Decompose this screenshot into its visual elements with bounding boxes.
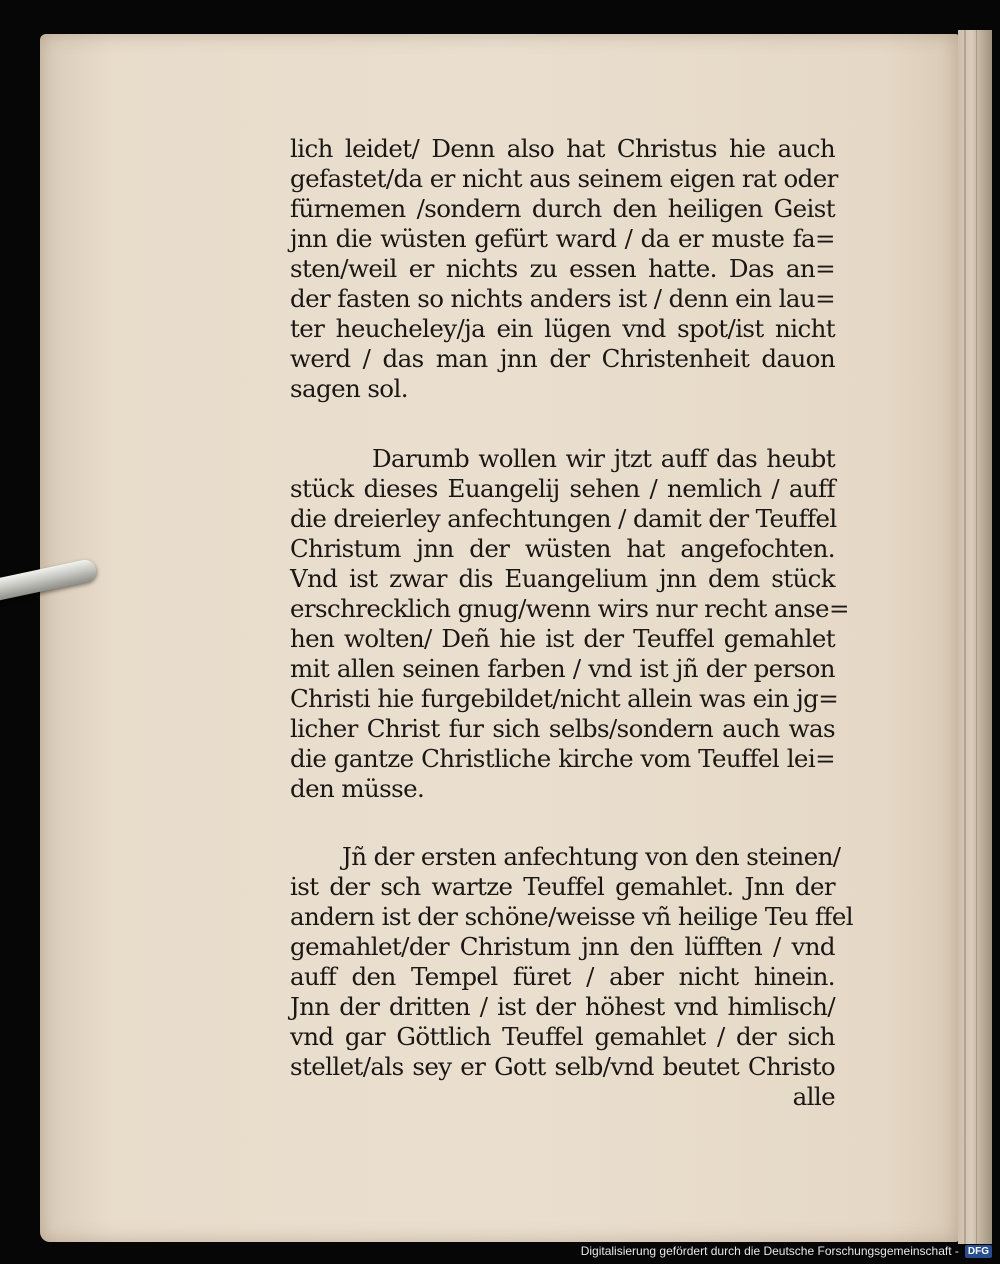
text-line: vnd gar Göttlich Teuffel gemahlet / der sich: [290, 1022, 835, 1051]
text-line: der fasten so nichts anders ist / denn ein lau=: [290, 284, 835, 313]
text-line: fürnemen /sondern durch den heiligen Geist: [290, 194, 835, 223]
text-line: werd / das man jnn der Christenheit dauon: [290, 344, 835, 373]
text-line: andern ist der schöne/weisse vñ heilige Teu ffel: [290, 902, 854, 931]
text-line: Vnd ist zwar dis Euangelium jnn dem stück: [290, 564, 835, 593]
text-line: ist der sch wartze Teuffel gemahlet. Jnn der: [290, 872, 835, 901]
text-line: Jnn der dritten / ist der höhest vnd himlisch/: [290, 992, 835, 1021]
page-edge: [958, 30, 992, 1244]
text-line: stück dieses Euangelij sehen / nemlich / auff: [290, 474, 835, 503]
text-line: mit allen seinen farben / vnd ist jñ der person: [290, 654, 835, 683]
footer-credit: Digitalisierung gefördert durch die Deutsche Forschungsgemeinschaft -: [580, 1244, 959, 1258]
dfg-logo: DFG: [965, 1245, 992, 1258]
text-line: den müsse.: [290, 774, 425, 803]
text-line: jnn die wüsten gefürt ward / da er muste fa=: [290, 224, 835, 253]
text-line: gefastet/da er nicht aus seinem eigen rat oder: [290, 164, 838, 193]
text-line: Darumb wollen wir jtzt auff das heubt: [372, 444, 835, 473]
text-line: ter heucheley/ja ein lügen vnd spot/ist nicht: [290, 314, 835, 343]
text-line: lich leidet/ Denn also hat Christus hie auch: [290, 134, 835, 163]
text-line: erschrecklich gnug/wenn wirs nur recht anse=: [290, 594, 849, 623]
text-line: sagen sol.: [290, 374, 408, 403]
text-line: hen wolten/ Deñ hie ist der Teuffel gemahlet: [290, 624, 835, 653]
text-line: auff den Tempel füret / aber nicht hinein.: [290, 962, 835, 991]
page-text: [290, 134, 854, 1112]
text-line: sten/weil er nichts zu essen hatte. Das an=: [290, 254, 835, 283]
text-line: Jñ der ersten anfechtung von den steinen/: [342, 842, 841, 871]
text-line: Christi hie furgebildet/nicht allein was ein jg=: [290, 684, 839, 713]
text-line: die dreierley anfechtungen / damit der Teuffel: [290, 504, 837, 533]
text-line: stellet/als sey er Gott selb/vnd beutet Christo: [290, 1052, 835, 1081]
text-line: licher Christ fur sich selbs/sondern auch was: [290, 714, 835, 743]
text-line: gemahlet/der Christum jnn den lüfften / vnd: [290, 932, 835, 961]
digitization-footer: [581, 1242, 992, 1260]
catchword: alle: [792, 1082, 835, 1111]
text-line: Christum jnn der wüsten hat angefochten.: [290, 534, 835, 563]
text-line: die gantze Christliche kirche vom Teuffel lei=: [290, 744, 835, 773]
